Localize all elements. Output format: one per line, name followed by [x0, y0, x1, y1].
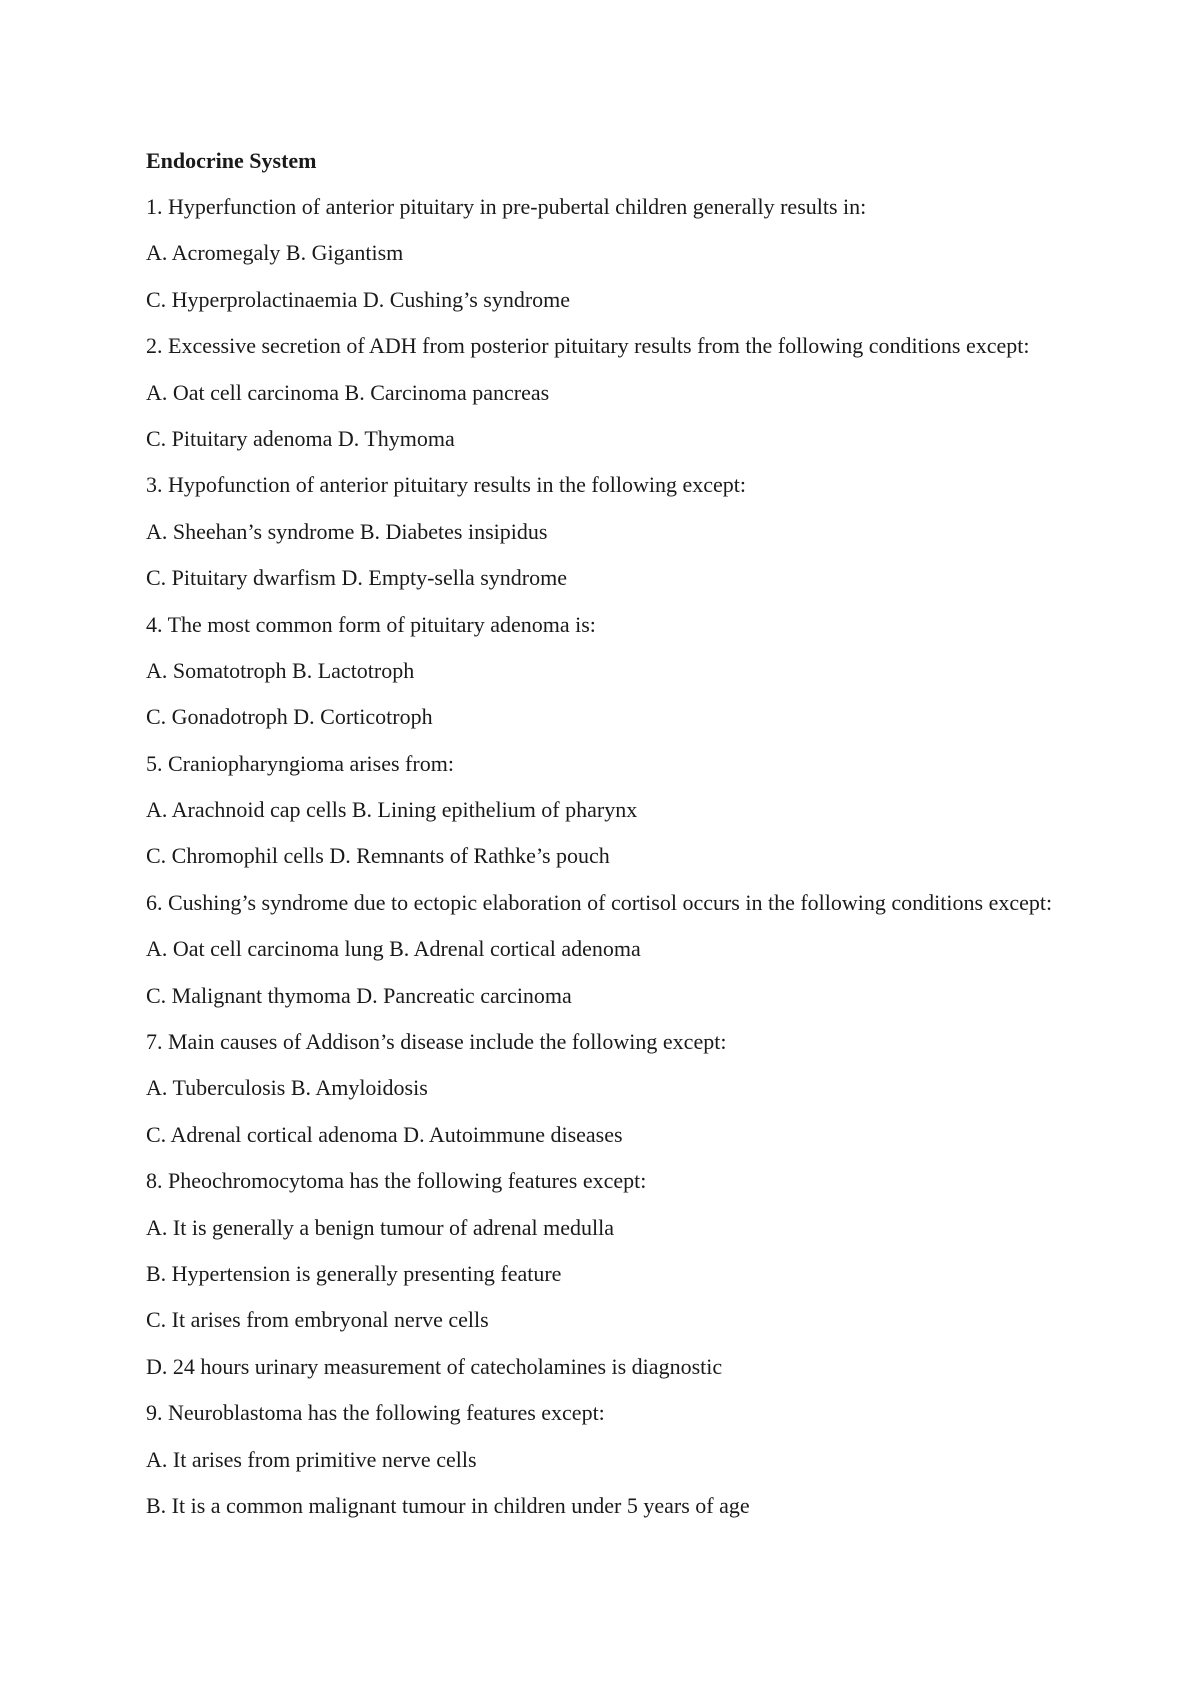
question-2-options-ab: A. Oat cell carcinoma B. Carcinoma pancreas	[146, 379, 550, 405]
question-4-options-cd: C. Gonadotroph D. Corticotroph	[146, 704, 433, 730]
question-3-options-cd: C. Pituitary dwarfism D. Empty-sella syndrome	[146, 565, 567, 591]
question-8-option-b: B. Hypertension is generally presenting feature	[146, 1260, 562, 1286]
question-4: 4. The most common form of pituitary adenoma is:	[146, 611, 596, 637]
question-6: 6. Cushing’s syndrome due to ectopic elaboration of cortisol occurs in the following conditions except:	[146, 889, 1053, 915]
document-title: Endocrine System	[146, 148, 317, 173]
question-1-options-cd: C. Hyperprolactinaemia D. Cushing’s syndrome	[146, 286, 571, 312]
question-9-option-b: B. It is a common malignant tumour in children under 5 years of age	[146, 1492, 750, 1518]
question-9: 9. Neuroblastoma has the following features except:	[146, 1400, 605, 1426]
question-8-option-a: A. It is generally a benign tumour of adrenal medulla	[146, 1214, 614, 1240]
question-7-options-cd: C. Adrenal cortical adenoma D. Autoimmune diseases	[146, 1121, 623, 1147]
question-5: 5. Craniopharyngioma arises from:	[146, 750, 454, 776]
question-8-option-c: C. It arises from embryonal nerve cells	[146, 1307, 489, 1333]
question-3-options-ab: A. Sheehan’s syndrome B. Diabetes insipidus	[146, 518, 548, 544]
question-3: 3. Hypofunction of anterior pituitary results in the following except:	[146, 472, 746, 498]
question-7-options-ab: A. Tuberculosis B. Amyloidosis	[146, 1075, 428, 1101]
question-1: 1. Hyperfunction of anterior pituitary in pre-pubertal children generally results in:	[146, 194, 867, 219]
question-6-options-ab: A. Oat cell carcinoma lung B. Adrenal cortical adenoma	[146, 936, 641, 962]
document-body	[146, 143, 1176, 1534]
question-4-options-ab: A. Somatotroph B. Lactotroph	[146, 657, 415, 683]
question-6-options-cd: C. Malignant thymoma D. Pancreatic carcinoma	[146, 982, 572, 1008]
question-8: 8. Pheochromocytoma has the following features except:	[146, 1168, 647, 1194]
question-7: 7. Main causes of Addison’s disease include the following except:	[146, 1029, 727, 1055]
question-5-options-cd: C. Chromophil cells D. Remnants of Rathke’s pouch	[146, 843, 610, 869]
question-2: 2. Excessive secretion of ADH from posterior pituitary results from the following conditions except:	[146, 333, 1030, 359]
question-8-option-d: D. 24 hours urinary measurement of catecholamines is diagnostic	[146, 1353, 723, 1379]
question-9-option-a: A. It arises from primitive nerve cells	[146, 1446, 477, 1472]
question-1-options-ab: A. Acromegaly B. Gigantism	[146, 240, 404, 266]
question-5-options-ab: A. Arachnoid cap cells B. Lining epithelium of pharynx	[146, 797, 638, 823]
question-2-options-cd: C. Pituitary adenoma D. Thymoma	[146, 425, 455, 451]
